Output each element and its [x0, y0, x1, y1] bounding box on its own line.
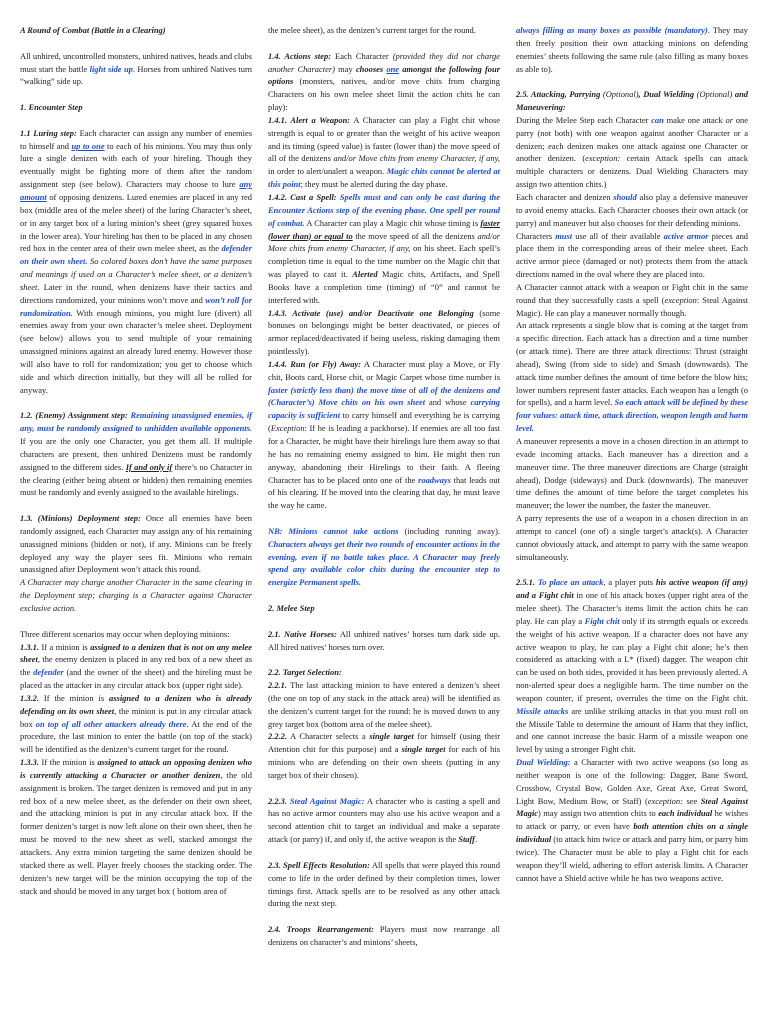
intro-paragraph: All unhired, uncontrolled monsters, unhired natives, heads and clubs must start the battle light side up. Horses from unhired Natives turn “walking” side up. — [20, 50, 252, 87]
scenario-1-3-1: 1.3.1. If a minion is assigned to a denizen that is not on any melee sheet, the enemy denizen is placed in any red box of a new sheet as the defender (and the owner of the sheet) and the hireling must be placed as the attacker in any circular attack box (upper right side). — [20, 641, 253, 691]
parry-definition-paragraph: A parry represents the use of a weapon in a chosen direction in an attempt to cancel (one of) a single target’s attack(s). A Character cannot obviously attack, and attempt to parry with the same weapon simultaneously. — [516, 513, 748, 562]
spell-effects-paragraph: 2.3. Spell Effects Resolution: All spells that were played this round come to life in the order defined by their completion times, lower timings first. Attack spells are to be resolved as any other attack during the next step. — [268, 859, 500, 909]
armor-paragraph: Characters must use all of their available active armor pieces and place them in the corresponding areas of their melee sheet. Each active armor piece (damaged or not) protects them from the attack directions named in the oval where they are placed into. — [516, 230, 749, 280]
attack-definition-paragraph: An attack represents a single blow that is coming at the target from a specific direction. Each attack has a direction and a time number (or attack time). There are three attack directions: Thrust (straight ahead), Swing (from side to side) and Smash (downwards). The attack time number defines the amount of time before the blow hits; lower numbers represent faster attacks. Each weapon has a length (o for spells), and a harm level. So each attack will be defined by these four values: attack time, attack direction, weapon length and harm level. — [516, 320, 749, 434]
place-attack-paragraph: 2.5.1. To place an attack, a player puts his active weapon (if any) and a Fight chit in one of his attack boxes (upper right area of the melee sheet). The Character’s items limit the action chits he can play. He can play a Fight chit only if its strength equals or exceeds the weight of his active weapon. If a character does not have any active weapon to play, he can play a Fight chit alone; he’s then considered as attacking with a L* (fixed) dagger. The weapon chit can be used on both sides, provided it has been previously alerted. A non-alerted spear does a negligible harm. The time number on the weapon counter, if present, overrules the time on the Fight chit. Missile attacks are unlike striking attacks in that you must roll on the Missile Table to determine the amount of Harm that they inflict, and one cannot increase the basic Harm of a missile weapon one level by using a stronger Fight chit. — [516, 577, 748, 755]
spell-exception-paragraph: A Character cannot attack with a weapon or Fight chit in the same round that they successfully casts a spell (exception: Steal Against Magic). He can play a maneuver normally though. — [516, 281, 749, 318]
luring-step-paragraph: 1.1 Luring step: Each character can assign any number of enemies to himself and up to one to each of his minions. You may thus only lure a single denizen with each of your hireling. Though they eventually might be fighting more of them after the random assignment step (see below). Characters may choose to lure any amount of opposing denizens. Lured enemies are placed in any red box (middle area of the melee sheet) of the luring Character’s sheet, or in any target box of a luring minion’s sheet (grey squared boxes in the lower area). Your hireling has then to be placed in any chosen red box in the center area of their own melee sheet, as the defender on their own sheet. So colored boxes don’t have the same purposes and meanings if used on a Character’s melee sheet, or a denizen’s sheet. Later in the round, when denizens have their tactics and directions randomized, your minions won’t move and won’t roll for randomization. With enough minions, you might lure (divert) all enemies away from your own character’s melee sheet. Deployment (see below) allows you to send multiple of your remaining unassigned minions against an already lured enemy. However those will also have to roll for randomization; you get to choose which side and which direction initially, but they will all be rolled for anyway. — [20, 127, 253, 395]
scenario-1-3-2: 1.3.2. If the minion is assigned to a denizen who is already defending on its own sheet, the minion is put in any circular attack box on top of all other attackers already there. At the end of the procedure, the last minion to enter the battle (on top of the stack) will be identified as the denizen’s current target for the round. — [20, 692, 253, 755]
column-2 — [268, 24, 500, 949]
scenarios-intro: Three different scenarios may occur when deploying minions: — [20, 628, 230, 639]
nb-paragraph: NB: Minions cannot take actions (including running away). Characters always get their two rounds of encounter actions in the evening, even if no battle takes place. A Character may freely spend any available color chits during the encounter step to energize Permanent spells. — [268, 525, 500, 588]
column-3 — [516, 24, 748, 885]
column-1 — [20, 24, 252, 897]
target-2-2-2: 2.2.2. A Character selects a single target for himself (using their Attention chit for this purpose) and a single target for each of his minions who are defending on their own sheets (putting in any target box of their chosen). — [268, 731, 500, 780]
alert-weapon-paragraph: 1.4.1. Alert a Weapon: A Character can play a Fight chit whose strength is equal to or greater than the weight of his active weapon and its timing (speed value) is faster (lower than) the move speed of all of the denizens and/or Move chits from enemy Character, if any, in order to alert/unalert a weapon. Magic chits cannot be alerted at this point; they must be alerted during the day phase. — [268, 114, 500, 190]
native-horses-paragraph: 2.1. Native Horses: All unhired natives’ horses turn dark side up. All hired natives’ horses turn over. — [268, 628, 500, 652]
melee-step-paragraph: During the Melee Step each Character can make one attack or one parry (not both) with one weapon against another Character or a denizen; each denizen makes one attack against one Character or another denizen. (exception: certain Attack spells can attack multiple characters or denizens. Dual Wielding Characters may assign two attention chits.) — [516, 114, 748, 190]
troops-rearrangement-paragraph: 2.4. Troops Rearrangement: Players must now rearrange all denizens on character’s and minions’ sheets, — [268, 924, 500, 947]
assignment-step-paragraph: 1.2. (Enemy) Assignment step: Remaining unassigned enemies, if any, must be randomly assigned to unhidden available opponents. If you are the only one Character, you get them all. If multiple characters are present, then unhired Denizens must be randomly assigned to the different sides. If and only if there’s no Character in the clearing (either being absent or hidden) then remaining enemies must be randomly and evenly assigned to the available hirelings. — [20, 410, 252, 498]
section-heading-encounter: 1. Encounter Step — [20, 102, 83, 113]
section-heading-melee: 2. Melee Step — [268, 602, 315, 613]
run-away-paragraph: 1.4.4. Run (or Fly) Away: A Character must play a Move, or Fly chit, Boots card, Horse chit, or Magic Carpet whose time number is faster (strictly less than) the move time of all of the denizens and (Character’s) Move chits on his own sheet and whose carrying capacity is sufficient to carry himself and everything he is carrying (Exception: If he is leading a packhorse). If enemies are all too fast for a Character, he might have their hirelings lure them away so that he has no remaining enemy assigned to him. He might then run anyway, abandoning their Hirelings to their faith. A fleeing Character has to be placed onto one of the roadways that leads out of his clearing. If he moved into the clearing that day, he must leave the way he came. — [268, 358, 500, 511]
target-2-2-1: 2.2.1. The last attacking minion to have entered a denizen’s sheet (the one on top of any stack in the attack area) will be identified as the denizen’s current target for the round: he is moved down to any grey target box (bottom area of the melee sheet). — [268, 680, 500, 729]
maneuver-paragraph: Each character and denizen should also play a defensive maneuver to avoid enemy attacks. Each Character chooses their own attack (or parry) and maneuver but also chooses for their defending minions. — [516, 191, 748, 228]
cast-spell-paragraph: 1.4.2. Cast a Spell: Spells must and can only be cast during the Encounter Actions step of the evening phase. One spell per round of combat. A Character can play a Magic chit whose timing is faster (lower than) or equal to the move speed of all the denizens and/or Move chits from enemy Character, if any, on his sheet. Each spell’s completion time is equal to the time number on the Magic chit that was played to cast it. Alerted Magic chits, Artifacts, and Spell Books have a completion time (timing) of “0” and cannot be interfered with. — [268, 191, 501, 305]
actions-step-paragraph: 1.4. Actions step: Each Character (provided they did not charge another Character) may chooses one amongst the following four options (monsters, natives, and/or move chits from charging Characters on his own melee sheet limit the action chits he can play): — [268, 50, 501, 113]
doc-title: A Round of Combat (Battle in a Clearing) — [20, 25, 166, 35]
dual-wielding-paragraph: Dual Wielding: a Character with two active weapons (so long as neither weapon is one of the following: Dagger, Bane Sword, Crossbow, Crystal Bow, Golden Axe, Great Axe, Great Sword, Light Bow, Medium Bow, or Staff) (exception: see Steal Against Magic) may assign two attention chits to each individual he wishes to attack or parry, or even have both attention chits on a single individual (to attack him twice or attack and parry him, or parry him twice). The Character must be able to play a Fight chit for each weapon they’ll wield, adhering to effort asterisk limits. A Character cannot have a Shield active while he has two weapons active. — [516, 757, 748, 883]
attacking-heading: 2.5. Attacking, Parrying (Optional), Dual Wielding (Optional) and Maneuvering: — [516, 89, 748, 113]
scenario-1-3-3: 1.3.3. If the minion is assigned to attack an opposing denizen who is currently attacking a Character or another denizen, the old assignment is broken. The target denizen is removed and put in any red box of a new melee sheet, as the defender on their own sheet, and the attacking minion is put in any circular attack box. If the former denizen’s target is now left alone on their own sheet, then he must be moved to the new sheet as well, stacked amongst the attackers. Any extra minion targeting the same denizen should be stacked there as well. Player freely chooses the stacking order. The denizen’s new target will be the minion occupying the top of the stack and should be moved in any target box ( bottom area of — [20, 757, 252, 896]
deployment-step-paragraph: 1.3. (Minions) Deployment step: Once all enemies have been randomly assigned, each Character may assign any of his remaining unassigned minions (hidden or not), if any. Minions can be freely deployed any way the player sees fit. Minions who remain unassigned after Deployment won’t attack this round. — [20, 513, 252, 575]
target-selection-heading: 2.2. Target Selection: — [268, 667, 342, 678]
deployment-note: A Character may charge another Character in the same clearing in the Deployment step; charging is a Character against Character exclusive action. — [20, 577, 252, 613]
steal-against-magic-paragraph: 2.2.3. Steal Against Magic: A character who is casting a spell and has no active armor counters may also use his active weapon and a second attention chit to target an individual and make a separate attack (or parry) if, and only if, the active weapon is the Staff. — [268, 795, 500, 845]
continued-rearrangement: always filling as many boxes as possible (mandatory). They may then freely position their own attacking minions on defending enemies’ sheets following the same rule (also filling as many boxes as able to). — [516, 25, 748, 74]
continued-paragraph: the melee sheet), as the denizen’s current target for the round. — [268, 25, 476, 35]
maneuver-definition-paragraph: A maneuver represents a move in a chosen direction in an attempt to evade incoming attacks. Each maneuver has a direction and a maneuver time. The three maneuver directions are Charge (straight ahead), Dodge (sideways) and Duck (downwards). The maneuver time defines the amount of time before the target completes his maneuver; the lower the number, the faster the maneuver. — [516, 436, 748, 511]
activate-belonging-paragraph: 1.4.3. Activate (use) and/or Deactivate one Belonging (some bonuses on belongings might be better deactivated, or pieces of armor replaced/deactivated if being useless, risking damaging them pointlessly). — [268, 307, 500, 357]
